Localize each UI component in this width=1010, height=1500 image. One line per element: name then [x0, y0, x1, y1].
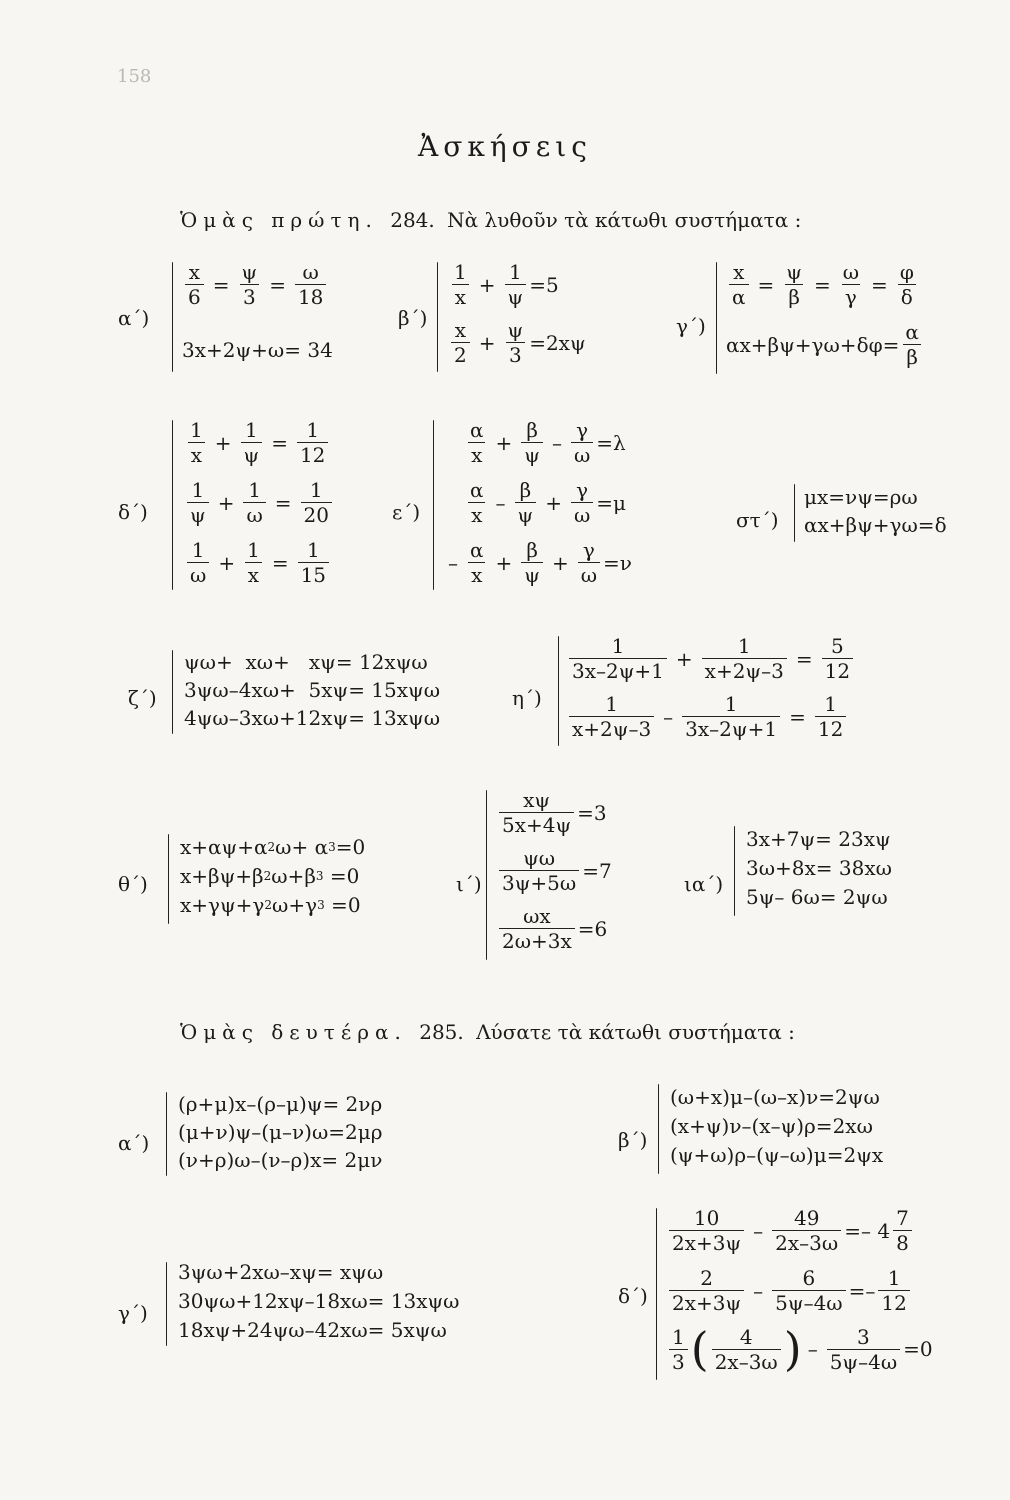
group1-heading — [180, 208, 801, 232]
page-number: 158 — [117, 66, 152, 87]
group1-number: 284. — [390, 208, 435, 232]
group2-number: 285. — [419, 1020, 464, 1044]
label-284-h: η΄) — [512, 686, 542, 710]
group2-instruction: Λύσατε τὰ κάτωθι συστήματα : — [476, 1020, 795, 1044]
brace — [486, 790, 487, 960]
brace — [658, 1084, 659, 1174]
label-285-g: γ΄) — [118, 1301, 148, 1325]
brace — [734, 826, 735, 916]
label-284-th: θ΄) — [118, 872, 148, 896]
brace — [166, 1262, 167, 1346]
brace — [168, 834, 169, 924]
brace — [166, 1092, 167, 1176]
brace — [794, 484, 795, 542]
label-284-a: α΄) — [118, 306, 150, 330]
brace — [172, 262, 173, 372]
label-284-d: δ΄) — [118, 500, 148, 524]
group2-heading — [180, 1020, 795, 1044]
label-285-a: α΄) — [118, 1131, 150, 1155]
brace — [437, 262, 438, 372]
label-284-i: ι΄) — [456, 872, 482, 896]
label-284-g: γ΄) — [676, 314, 706, 338]
label-284-z: ζ΄) — [128, 686, 157, 710]
brace — [656, 1208, 657, 1380]
group1-instruction: Νὰ λυθοῦν τὰ κάτωθι συστήματα : — [447, 208, 802, 232]
brace — [172, 420, 173, 590]
label-285-d: δ΄) — [618, 1284, 648, 1308]
label-285-b: β΄) — [618, 1128, 648, 1152]
brace — [172, 650, 173, 734]
page-title: Ἀσκήσεις — [418, 130, 592, 163]
label-284-st: στ΄) — [736, 508, 779, 532]
group2-name: Ὁμὰς δευτέρα. — [180, 1020, 407, 1044]
label-284-e: ε΄) — [392, 500, 421, 524]
brace — [716, 262, 717, 374]
brace — [558, 636, 559, 746]
group1-name: Ὁμὰς πρώτη. — [180, 208, 378, 232]
label-284-ia: ια΄) — [684, 872, 724, 896]
label-284-b: β΄) — [398, 306, 428, 330]
brace — [433, 420, 434, 590]
